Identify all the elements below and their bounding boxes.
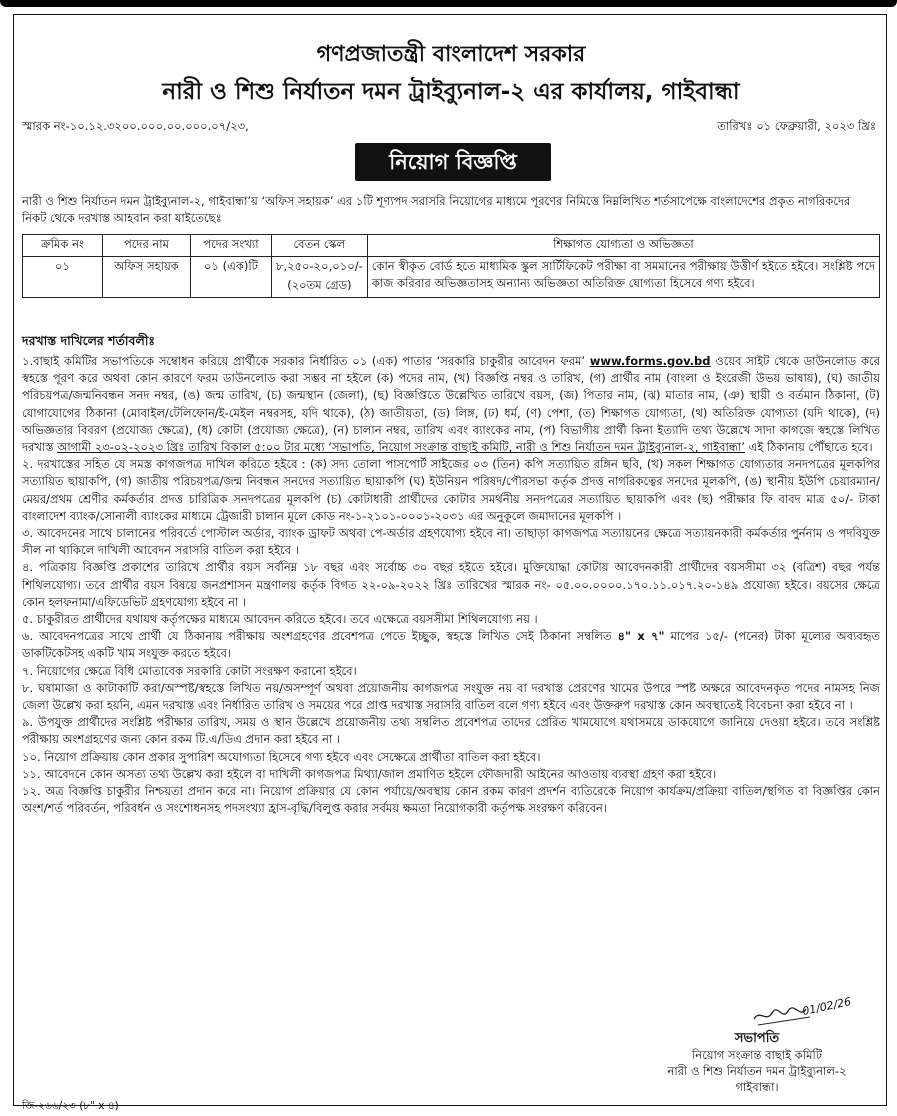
cell-post: অফিস সহায়ক <box>103 257 191 298</box>
signatory-line-2: নারী ও শিশু নির্যাতন দমন ট্রাইব্যুনাল-২ <box>667 1064 847 1078</box>
conditions-title: দরখাস্ত দাখিলের শর্তাবলীঃ <box>22 333 156 348</box>
signatory-line-3: গাইবান্ধা। <box>735 1080 779 1094</box>
table-row <box>23 257 880 298</box>
envelope-size: ৪" x ৭" <box>617 629 665 644</box>
vacancy-table-header <box>23 235 880 257</box>
memo-number: স্মারক নং-১০.১২.৩২০০.০০০.০০.০০০.০৭/২৩, <box>22 119 249 133</box>
condition-6: ৬. আবেদনপত্রের সাথে প্রার্থী যে ঠিকানায় পরীক্ষায় অংশগ্রহণের প্রবেশপত্র পেতে ইচ্ছুক, স্বহস্তে লিখিত সেই ঠিকানা সম্বলিত ৪" x ৭" মাপের ১৫/- (পনের) টাকা মূল্যের অব্যবহৃত ডাকটিকেটসহ একটি খাম সংযুক্ত করতে হইবে। <box>22 629 880 661</box>
condition-10: ১০. নিয়োগ প্রক্রিয়ায় কোন প্রকার সুপারিশ অযোগ্যতা হিসেবে গণ্য হইবে এবং সেক্ষেত্রে প্রার্থীতা বাতিল করা হইবে। <box>22 749 541 764</box>
footer-code: জি-২৬৬/২৩ (৮" x ৪) <box>22 1100 119 1112</box>
signatory-title: সভাপতি <box>734 1031 780 1046</box>
condition-7: ৭. নিয়োগের ক্ষেত্রে বিধি মোতাবেক সরকারি কোটা সংরক্ষণ করানো হইবে। <box>22 663 357 678</box>
cell-serial: ০১ <box>23 257 103 298</box>
condition-12: ১২. অত্র বিজ্ঞপ্তি চাকুরীর নিশ্চয়তা প্রদান করে না। নিয়োগ প্রক্রিয়ার যে কোন পর্যায়ে/অবস্থায় কোন রকম কারণ প্রদর্শন ব্যতিরেকে নিয়োগ কার্যক্রম/প্রক্রিয়া বাতিল/স্থগিত বা বিজ্ঞপ্তির কোন অংশ/শর্ত পরিবর্তন, পরিবর্ধন ও সংশোধনসহ পদসংখ্যা হ্রাস-বৃদ্ধি/বিলুপ্ত করার সর্বময় ক্ষমতা নিয়োগকারী কর্তৃপক্ষ সংরক্ষণ করিবেন। <box>22 784 880 816</box>
government-heading: গণপ্রজাতন্ত্রী বাংলাদেশ সরকার <box>316 42 586 67</box>
condition-3: ৩. আবেদনের সাথে চালানের পরিবর্তে পোস্টাল অর্ডার, ব্যাংক ড্রাফট অথবা পে-অর্ডার গ্রহণযোগ্য হইবে না। তাছাড়া কাগজপত্র সত্যায়নের ক্ষেত্রে সত্যায়নকারী কর্মকর্তার পুর্ননাম ও পদবিযুক্ত সীল না থাকিলে দাখিলী আবেদন সরাসরি বাতিল করা হইবে । <box>22 526 880 558</box>
intro-paragraph: নারী ও শিশু নির্যাতন দমন ট্রাইব্যুনাল-২, গাইবান্ধা’য় ‘অফিস সহায়ক’ এর ১টি শূণ্যপদ সরাসরি নিয়োগের মাধ্যমে পূরণের নিমিত্তে নিম্নলিখিত শর্তসাপেক্ষে বাংলাদেশের প্রকৃত নাগরিকদের নিকট থেকে দরখাস্ত আহবান করা যাইতেছেঃ <box>22 194 851 225</box>
condition-4: ৪. পত্রিকায় বিজ্ঞপ্তি প্রকাশের তারিখে প্রার্থীর বয়স সর্বনিম্ন ১৮ বছর এবং সর্বোচ্চ ৩০ বছর হইতে হইবে। মুক্তিযোদ্ধা কোটায় আবেদনকারী প্রার্থীদের বয়সসীমা ৩২ (বত্রিশ) বছর পর্যন্ত শিথিলযোগ্য। তবে প্রার্থীর বয়স বিষয়ে জনপ্রশাসন মন্ত্রণালয় কর্তৃক বিগত ২২-০৯-২০২২ খ্রিঃ তারিখের স্মারক নং- ০৫.০০.০০০০.১৭০.১১.০১৭.২০-১৪৯ প্রযোজ্য হইবে। বয়সের ক্ষেত্রে কোন হলফনামা/এফিডেভিট গ্রহণযোগ্য হইবে না । <box>22 560 880 609</box>
col-qualification: শিক্ষাগত যোগ্যতা ও অভিজ্ঞতা <box>367 235 879 257</box>
deadline-address: আগামী ২৩-০২-২০২৩ খ্রিঃ তারিখ বিকাল ৫:০০ টার মধ্যে ‘সভাপতি, নিয়োগ সংক্রান্ত বাছাই কমিটি, নারী ও শিশু নির্যাতন দমন ট্রাইব্যুনাল-২, গাইবান্ধা’ <box>57 440 745 455</box>
col-post: পদের নাম <box>103 235 191 257</box>
condition-9: ৯. উপযুক্ত প্রার্থীদের সংশ্লিষ্ট পরীক্ষার তারিখ, সময় ও স্থান উল্লেখে প্রয়োজনীয় তথ্য সম্বলিত প্রবেশপত্র তাদের প্রেরিত খামযোগে যথাসময়ে ডাকযোগে জানিয়ে দেওয়া হইবে। তবে সংশ্লিষ্ট পরীক্ষায় অংশগ্রহণের জন্য কোন রকম টি.এ/ডিএ প্রদান করা হইবে না । <box>22 715 880 747</box>
forms-website-link[interactable]: www.forms.gov.bd <box>589 354 711 368</box>
notice-date: তারিখঃ ০১ ফেব্রুয়ারী, ২০২৩ খ্রিঃ <box>717 119 876 133</box>
top-border-bar <box>0 0 897 7</box>
office-heading: নারী ও শিশু নির্যাতন দমন ট্রাইব্যুনাল-২ এর কার্যালয়, গাইবান্ধা <box>162 79 740 105</box>
cell-qualification: কোন স্বীকৃত বোর্ড হতে মাধ্যমিক স্কুল সার্টিফিকেট পরীক্ষা বা সমমানের পরীক্ষায় উত্তীর্ণ হইতে হইবে। সংশ্লিষ্ট পদে কাজ করিবার অভিজ্ঞতাসহ অন্যান্য অভিজ্ঞতা অতিরিক্ত যোগ্যতা হিসেবে গণ্য হইবে। <box>367 257 879 298</box>
condition-11: ১১. আবেদনে কোন অসত্য তথ্য উল্লেখ করা হইলে বা দাখিলী কাগজপত্র মিথ্যা/জাল প্রমাণিত হইলে ফৌজদারী আইনের আওতায় ব্যবস্থা গ্রহণ করা হইবে। <box>22 766 717 781</box>
signature-block <box>642 1031 872 1095</box>
notice-title: নিয়োগ বিজ্ঞপ্তি <box>355 143 551 181</box>
col-scale: বেতন স্কেল <box>272 235 368 257</box>
condition-1: ১.বাছাই কমিটির সভাপতিকে সম্বোধন করিয়ে প্রার্থীকে সরকার নির্ধারিত ০১ (এক) পাতার ‘সরকারি চাকুরীর আবেদন ফরম’ www.forms.gov.bd ওয়েব সাইট থেকে ডাউনলোড করে স্বহস্তে পূরণ করে অথবা কোন কারণে ফরম ডাউনলোড করা সম্ভব না হইলে (ক) পদের নাম, (খ) বিজ্ঞপ্তি নম্বর ও তারিখ, (গ) প্রার্থীর নাম (বাংলা ও ইংরেজী উভয় ভাষায়), (ঘ) জাতীয় পরিচয়পত্র/জন্মনিবন্ধন সনদ নম্বর, (ঙ) জন্ম তারিখ, (চ) জন্মস্থান (জেলা), (ছ) বিজ্ঞপ্তিতে উল্লেখিত তারিখে বয়স, (জ) পিতার নাম, (ঝ) মাতার নাম, (ঞ) স্থায়ী ও বর্তমান ঠিকানা, (ট) যোগাযোগের ঠিকানা (মোবাইল/টেলিফোন/ই-মেইল নম্বরসহ, যদি থাকে), (ঠ) জাতীয়তা, (ড) লিঙ্গ, (ঢ) ধর্ম, (ণ) পেশা, (ত) শিক্ষাগত যোগ্যতা, (থ) অতিরিক্ত যোগ্যতা (যদি থাকে), (দ) অভিজ্ঞতার বিবরণ (প্রযোজ্য ক্ষেত্রে), (ধ) কোটা (প্রযোজ্য ক্ষেত্রে), (ন) চালান নম্বর, তারিখ এবং ব্যাংকের নাম, (প) বিভাগীয় প্রার্থী কিনা ইত্যাদি তথ্য উল্লেখে সাদা কাগজে স্বহস্তে লিখিত দরখাস্ত আগামী ২৩-০২-২০২৩ খ্রিঃ তারিখ বিকাল ৫:০০ টার মধ্যে ‘সভাপতি, নিয়োগ সংক্রান্ত বাছাই কমিটি, নারী ও শিশু নির্যাতন দমন ট্রাইব্যুনাল-২, গাইবান্ধা’ এই ঠিকানায় পৌঁছাতে হবে। <box>22 354 880 455</box>
cell-count: ০১ (এক)টি <box>191 257 272 298</box>
condition-5: ৫. চাকুরীরত প্রার্থীদের যথাযথ কর্তৃপক্ষের মাধ্যমে আবেদন করিতে হইবে। তবে এক্ষেত্রে বয়সসীমা শিথিলযোগ্য নয় । <box>22 612 538 627</box>
conditions-list <box>22 353 880 817</box>
signatory-line-1: নিয়োগ সংক্রান্ত বাছাই কমিটি <box>691 1048 823 1062</box>
vacancy-table <box>22 234 880 298</box>
signature-date: 01/02/26 <box>801 995 853 1018</box>
col-serial: ক্রমিক নং <box>23 235 103 257</box>
pay-scale: ৮,২৫০-২০,০১০/- <box>276 259 363 273</box>
condition-2: ২. দরখাস্তের সহিত যে সমস্ত কাগজপত্র দাখিল করিতে হইবে : (ক) সদ্য তোলা পাসপোর্ট সাইজের ০৩ (তিন) কপি সত্যায়িত রঙ্গিন ছবি, (খ) সকল শিক্ষাগত যোগ্যতার সনদপত্রের মূলকপির সত্যায়িত ছায়াকপি, (গ) জাতীয় পরিচয়পত্র/জন্ম নিবন্ধন সনদের সত্যায়িত ছায়াকপি (ঘ) ইউনিয়ন পরিষদ/পৌরসভা কর্তৃক প্রদত্ত নাগরিকত্বের সনদের মূলকপি, (ঙ) স্থানীয় ইউপি চেয়ারম্যান/মেয়র/প্রথম শ্রেণীর কর্মকর্তার প্রদত্ত চারিত্রিক সনদপত্রের মূলকপি (চ) কোটাধারী প্রার্থীদের কোটার সমর্থনীয় সনদপত্রের সত্যায়িত ছায়াকপি এবং (ছ) পরীক্ষার ফি বাবদ মাত্র ৫০/- টাকা বাংলাদেশ ব্যাংক/সোনালী ব্যাংকের মাধ্যমে ট্রেজারী চালান মূলে কোড নং-১-২১০১-০০০১-২০৩১ এর অনুকূলে জমাদানের মূলকপি । <box>22 457 880 523</box>
condition-8: ৮. ঘষামাজা ও কাটাকাটি করা/অস্পষ্ট/স্বহস্তে লিখিত নয়/অসম্পূর্ণ অথবা প্রয়োজনীয় কাগজপত্র সংযুক্ত নয় বা দরখাস্ত প্রেরণের খামের উপরে স্পষ্ট অক্ষরে আবেদনকৃত পদের নামসহ নিজ জেলা উল্লেখ করা হয়নি, এমন দরখাস্ত এবং নির্ধারিত তারিখ ও সময়ের পরে প্রাপ্ত দরখাস্ত সরাসরি বাতিল বলে গণ্য হইবে এবং উক্তরুপ দরখাস্ত কোন অবস্থাতেই বিবেচনা করা হইবে না । <box>22 680 880 713</box>
cell-scale <box>272 257 368 298</box>
notice-frame <box>13 14 887 1112</box>
pay-grade: (২০তম গ্রেড) <box>287 278 352 292</box>
col-count: পদের সংখ্যা <box>191 235 272 257</box>
